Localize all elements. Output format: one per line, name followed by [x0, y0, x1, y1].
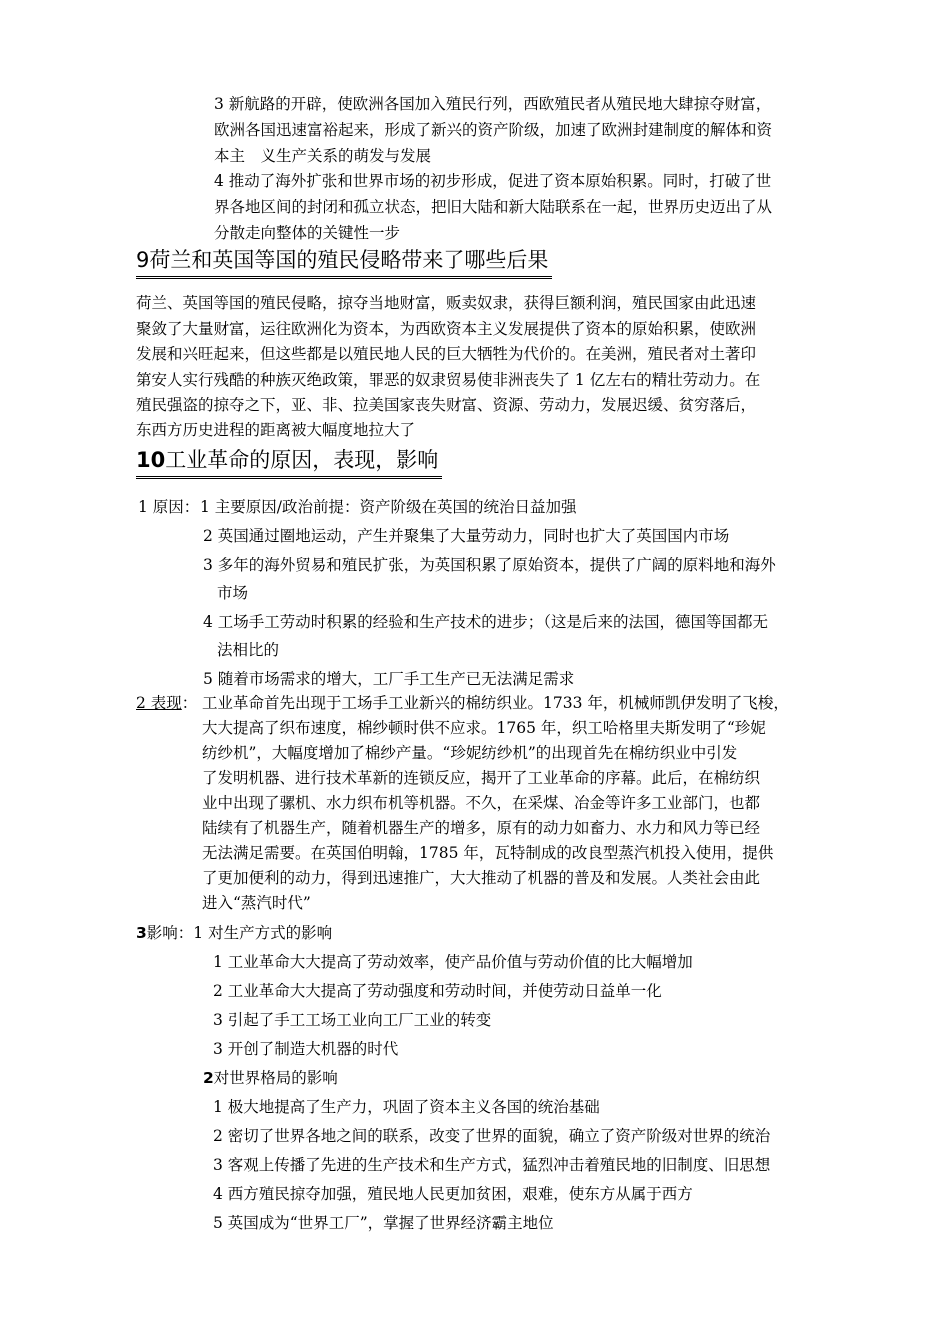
paragraph-line: 东西方历史进程的距离被大幅度地拉大了	[136, 421, 416, 439]
section-9-heading	[136, 244, 552, 279]
impact-subheading	[203, 1065, 338, 1091]
impact-item: 3 引起了手工工场工业向工厂工业的转变	[213, 1011, 492, 1029]
section-9-number: 9	[136, 248, 150, 272]
paragraph-line: 大大提高了织布速度，棉纱顿时供不应求。1765 年，织工哈格里夫斯发明了“珍妮	[202, 719, 766, 737]
performance-label-colon: ：	[181, 694, 198, 712]
cause-item: 4 工场手工劳动时积累的经验和生产技术的进步；（这是后来的法国，德国等国都无	[203, 613, 769, 631]
causes-label: 1 原因：	[138, 498, 200, 516]
paragraph-line: 3 新航路的开辟，使欧洲各国加入殖民行列，西欧殖民者从殖民地大肆掠夺财富，	[214, 95, 772, 113]
impact-item: 1 工业革命大大提高了劳动效率，使产品价值与劳动价值的比大幅增加	[213, 953, 693, 971]
cause-item: 2 英国通过圈地运动，产生并聚集了大量劳动力，同时也扩大了英国国内市场	[203, 527, 730, 545]
paragraph-line: 界各地区间的封闭和孤立状态，把旧大陆和新大陆联系在一起，世界历史迈出了从	[214, 198, 773, 216]
paragraph-line: 业中出现了骡机、水力织布机等机器。不久，在采煤、冶金等许多工业部门，也都	[202, 794, 761, 812]
impact-item: 2 工业革命大大提高了劳动强度和劳动时间，并使劳动日益单一化	[213, 982, 662, 1000]
impact-subheading-label: 对世界格局的影响	[213, 1069, 338, 1087]
section-10-heading	[136, 444, 442, 479]
paragraph-line: 了发明机器、进行技术革新的连锁反应，揭开了工业革命的序幕。此后，在棉纺织	[202, 769, 761, 787]
performance-label-text: 2 表现	[136, 694, 182, 712]
paragraph-line: 分散走向整体的关键性一步	[214, 224, 401, 242]
paragraph-line: 发展和兴旺起来，但这些都是以殖民地人民的巨大牺牲为代价的。在美洲，殖民者对土著印	[136, 345, 757, 363]
paragraph-line: 了更加便利的动力，得到迅速推广，大大推动了机器的普及和发展。人类社会由此	[202, 869, 761, 887]
paragraph-line: 第安人实行残酷的种族灭绝政策，罪恶的奴隶贸易使非洲丧失了 1 亿左右的精壮劳动力。在	[136, 371, 761, 389]
paragraph-line: 进入“蒸汽时代”	[202, 894, 311, 912]
section-10-number: 10	[136, 448, 166, 472]
paragraph-line: 工业革命首先出现于工场手工业新兴的棉纺织业。1733 年，机械师凯伊发明了飞梭，	[202, 694, 789, 712]
impact-label: 影响：1 对生产方式的影响	[146, 924, 333, 942]
paragraph-line: 本主 义生产关系的萌发与发展	[214, 147, 432, 165]
paragraph-line: 无法满足需要。在英国伯明翰，1785 年，瓦特制成的改良型蒸汽机投入使用，提供	[202, 844, 774, 862]
impact-item: 5 英国成为“世界工厂”，掌握了世界经济霸主地位	[213, 1214, 554, 1232]
paragraph-line: 纺纱机”，大幅度增加了棉纱产量。“珍妮纺纱机”的出现首先在棉纺织业中引发	[202, 744, 738, 762]
paragraph-line: 殖民强盗的掠夺之下，亚、非、拉美国家丧失财富、资源、劳动力，发展迟缓、贫穷落后，	[136, 396, 757, 414]
cause-item-continued: 法相比的	[217, 641, 280, 659]
section-9-title: 荷兰和英国等国的殖民侵略带来了哪些后果	[149, 248, 549, 272]
cause-item: 5 随着市场需求的增大，工厂手工生产已无法满足需求	[203, 670, 575, 688]
impact-item: 3 开创了制造大机器的时代	[213, 1040, 399, 1058]
impact-item: 1 极大地提高了生产力，巩固了资本主义各国的统治基础	[213, 1098, 600, 1116]
cause-item: 3 多年的海外贸易和殖民扩张，为英国积累了原始资本，提供了广阔的原料地和海外	[203, 556, 776, 574]
impact-item: 3 客观上传播了先进的生产技术和生产方式，猛烈冲击着殖民地的旧制度、旧思想	[213, 1156, 771, 1174]
impact-number: 3	[136, 924, 147, 942]
impact-heading	[136, 920, 332, 946]
paragraph-line: 荷兰、英国等国的殖民侵略，掠夺当地财富，贩卖奴隶，获得巨额利润，殖民国家由此迅速	[136, 294, 757, 312]
cause-item: 1 主要原因/政治前提：资产阶级在英国的统治日益加强	[200, 498, 577, 516]
paragraph-line: 欧洲各国迅速富裕起来，形成了新兴的资产阶级，加速了欧洲封建制度的解体和资	[214, 121, 773, 139]
paragraph-line: 陆续有了机器生产，随着机器生产的增多，原有的动力如畜力、水力和风力等已经	[202, 819, 761, 837]
impact-subheading-number: 2	[203, 1069, 214, 1087]
paragraph-line: 4 推动了海外扩张和世界市场的初步形成，促进了资本原始积累。同时，打破了世	[214, 172, 772, 190]
performance-label	[136, 690, 197, 716]
impact-item: 4 西方殖民掠夺加强，殖民地人民更加贫困，艰难，使东方从属于西方	[213, 1185, 693, 1203]
impact-item: 2 密切了世界各地之间的联系，改变了世界的面貌，确立了资产阶级对世界的统治	[213, 1127, 771, 1145]
paragraph-line: 聚敛了大量财富，运往欧洲化为资本，为西欧资本主义发展提供了资本的原始积累，使欧洲	[136, 320, 757, 338]
section-10-title: 工业革命的原因，表现，影响	[165, 448, 439, 472]
cause-item-continued: 市场	[217, 584, 249, 602]
